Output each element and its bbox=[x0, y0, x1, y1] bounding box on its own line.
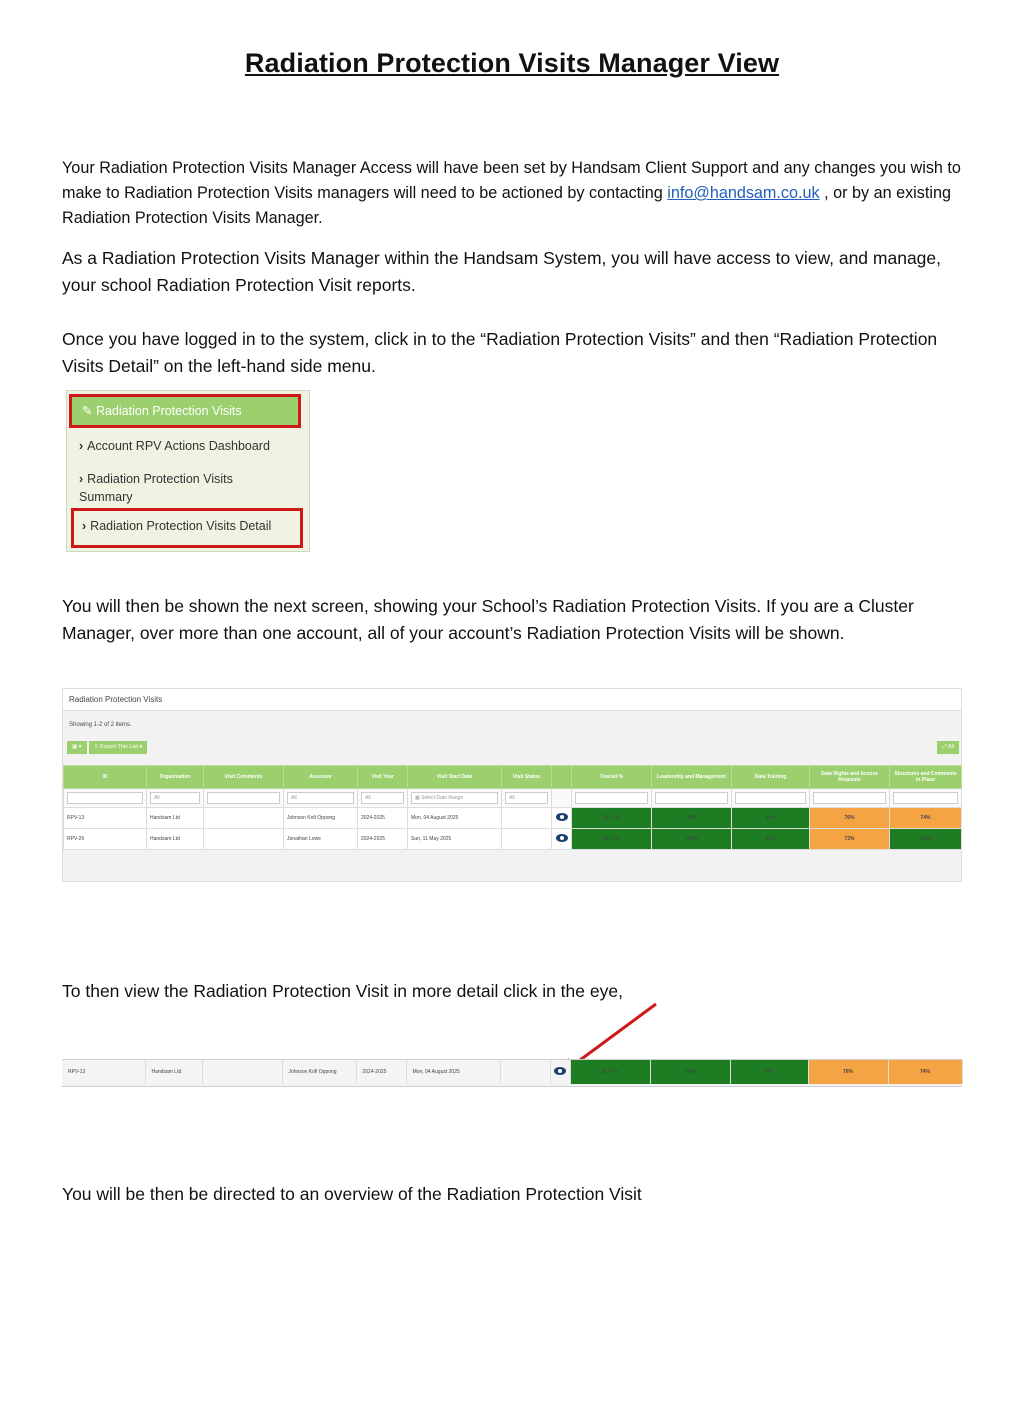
export-button[interactable]: ⇩ Export This List ▾ bbox=[89, 741, 147, 754]
single-row-table bbox=[62, 1060, 963, 1084]
col-id[interactable]: ID bbox=[64, 766, 147, 789]
col-leadership[interactable]: Leadership and Management bbox=[652, 766, 732, 789]
login-paragraph: Once you have logged in to the system, click in to the “Radiation Protection Visits” and then “Radiation Protection Visits Detail” on the left-hand side menu. bbox=[62, 329, 938, 376]
sidebar-menu-screenshot bbox=[66, 390, 310, 552]
chevron-right-icon: › bbox=[79, 439, 84, 453]
col-visit-start-date[interactable]: Visit Start Date bbox=[408, 766, 502, 789]
col-structures[interactable]: Structures and Comments in Place bbox=[890, 766, 962, 789]
table-row: RPV-13 Handsam Ltd Johnson Kofi Oppong 2024-2025 Mon, 04 August 2025 82.24% 100% 94% 76% 74% bbox=[62, 1060, 962, 1084]
filter-organisation-select[interactable]: All bbox=[150, 792, 200, 804]
menu-item-dashboard[interactable]: › Account RPV Actions Dashboard bbox=[79, 439, 270, 453]
filter-structures-input[interactable] bbox=[893, 792, 958, 804]
filter-row bbox=[64, 789, 962, 808]
menu-header-radiation-protection-visits[interactable]: ✎ Radiation Protection Visits bbox=[69, 394, 301, 428]
col-visit-year[interactable]: Visit Year bbox=[358, 766, 408, 789]
access-paragraph: As a Radiation Protection Visits Manager within the Handsam System, you will have access to view, and manage, your school Radiation Protection Visit reports. bbox=[62, 248, 942, 295]
expand-all-button[interactable]: ⤢ All bbox=[937, 741, 959, 754]
calendar-icon: ▦ bbox=[415, 795, 422, 801]
col-data-rights[interactable]: Data Rights and Access Requests bbox=[810, 766, 890, 789]
col-organisation[interactable]: Organisation bbox=[147, 766, 204, 789]
screen-paragraph: You will then be shown the next screen, showing your School’s Radiation Protection Visits. If you are a Cluster Manager, over more than one account, all of your account’s Radiation Protection Visits will be shown. bbox=[62, 596, 914, 643]
pencil-icon: ✎ bbox=[82, 404, 96, 418]
chevron-right-icon: › bbox=[79, 472, 84, 486]
col-visit-comments[interactable]: Visit Comments bbox=[204, 766, 284, 789]
visits-grid-screenshot bbox=[62, 688, 962, 882]
chevron-right-icon: › bbox=[82, 519, 87, 533]
intro-paragraph bbox=[62, 156, 962, 231]
filter-date-range-input[interactable]: ▦ Select Date Range bbox=[411, 792, 498, 804]
download-icon: ⇩ bbox=[94, 744, 101, 750]
filter-leadership-input[interactable] bbox=[655, 792, 728, 804]
eye-instruction-paragraph: To then view the Radiation Protection Visit in more detail click in the eye, bbox=[62, 981, 623, 1001]
eye-icon[interactable] bbox=[556, 834, 568, 842]
page-title: Radiation Protection Visits Manager View bbox=[244, 48, 780, 78]
grid-menu-button[interactable]: ▦ ▾ bbox=[67, 741, 87, 754]
col-data-training[interactable]: Data Training bbox=[732, 766, 810, 789]
menu-item-summary[interactable]: › Radiation Protection Visits Summary bbox=[79, 472, 233, 504]
col-assessor[interactable]: Assessor bbox=[284, 766, 358, 789]
single-row-screenshot bbox=[62, 1059, 962, 1087]
overview-paragraph: You will be then be directed to an overview of the Radiation Protection Visit bbox=[62, 1184, 642, 1204]
filter-rights-input[interactable] bbox=[813, 792, 886, 804]
grid-summary: Showing 1-2 of 2 items. bbox=[69, 722, 132, 728]
email-link[interactable]: info@handsam.co.uk bbox=[667, 184, 820, 202]
eye-icon[interactable] bbox=[554, 1067, 566, 1075]
table-row: RPV-26 Handsam Ltd Jonathan Lowe 2024-2025 Sun, 11 May 2025 88.27% 100% 93% 73% 100% bbox=[64, 829, 962, 850]
visits-table bbox=[63, 765, 962, 850]
table-row: RPV-13 Handsam Ltd Johnson Kofi Oppong 2024-2025 Mon, 04 August 2025 82.24% 100% 94% 76% 74% bbox=[64, 808, 962, 829]
filter-assessor-select[interactable]: All bbox=[287, 792, 354, 804]
intro-text-1: Your Radiation Protection Visits Manager Access will have been set by Handsam Client Support and any changes you wish to make to Radiation Protection Visits managers will need to be actioned by contacting bbox=[62, 159, 961, 202]
menu-item-detail[interactable]: › Radiation Protection Visits Detail bbox=[71, 508, 303, 548]
filter-overall-input[interactable] bbox=[575, 792, 648, 804]
grid-title: Radiation Protection Visits bbox=[63, 689, 961, 711]
filter-year-select[interactable]: All bbox=[361, 792, 404, 804]
col-overall[interactable]: Overall % bbox=[572, 766, 652, 789]
filter-id-input[interactable] bbox=[67, 792, 143, 804]
col-visit-status[interactable]: Visit Status bbox=[502, 766, 552, 789]
col-action bbox=[552, 766, 572, 789]
expand-icon: ⤢ bbox=[942, 744, 948, 750]
filter-status-select[interactable]: All bbox=[505, 792, 548, 804]
filter-comments-input[interactable] bbox=[207, 792, 280, 804]
filter-training-input[interactable] bbox=[735, 792, 806, 804]
table-header-row bbox=[64, 766, 962, 789]
eye-icon[interactable] bbox=[556, 813, 568, 821]
intro-text-2: , or by an existing Radiation Protection Visits Manager. bbox=[62, 184, 951, 227]
